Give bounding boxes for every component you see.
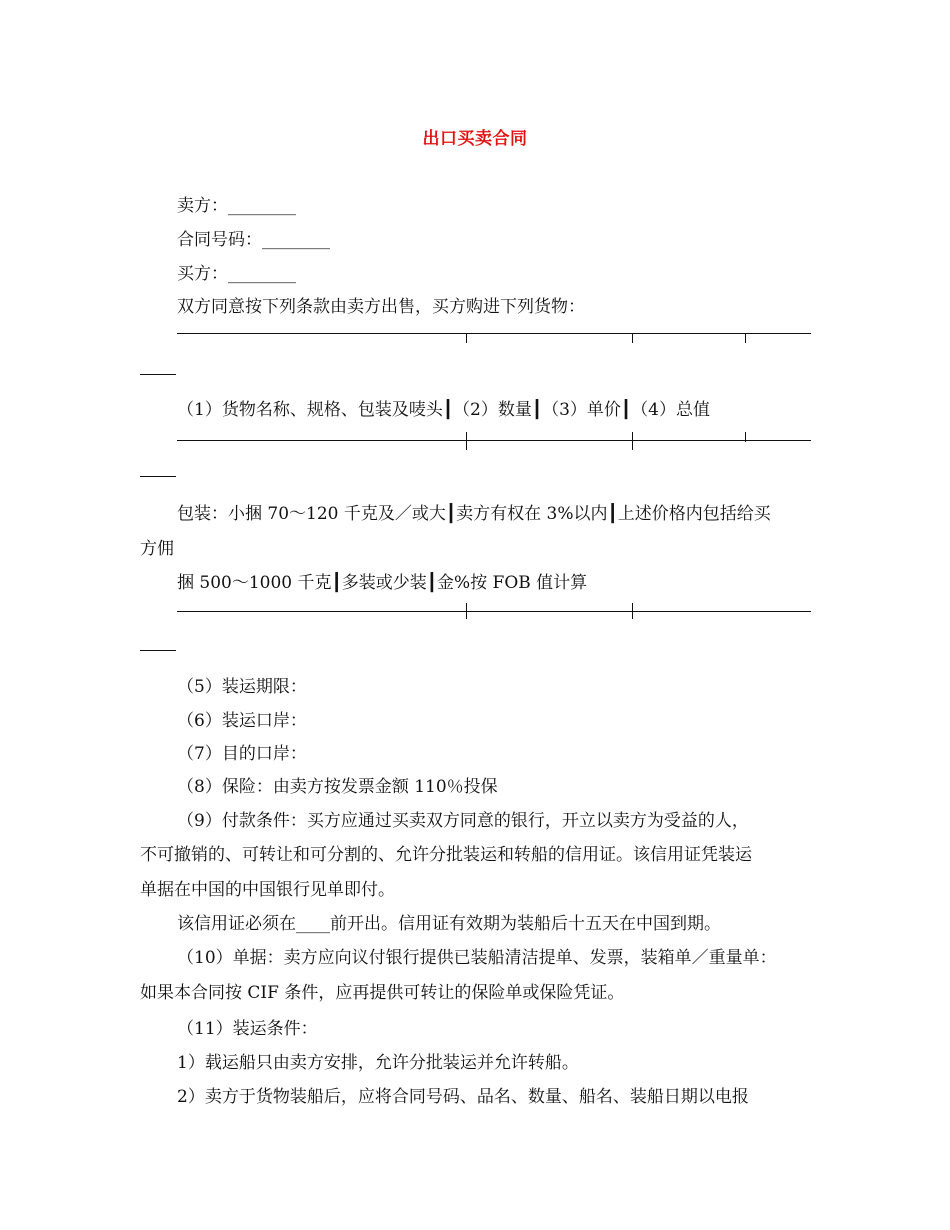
clause-11-item-2: 2）卖方于货物装船后，应将合同号码、品名、数量、船名、装船日期以电报: [177, 1087, 749, 1107]
table-rule-tick: [632, 603, 633, 619]
table-rule-middle: [177, 440, 811, 441]
table-rule-tick: [745, 333, 746, 343]
table-rule-tick: [466, 432, 467, 450]
table-header-row: （1）货物名称、规格、包装及唛头┃（2）数量┃（3）单价┃（4）总值: [177, 400, 710, 420]
contract-number-line: 合同号码：________: [177, 230, 330, 250]
packing-row-1: 包装：小捆 70～120 千克及／或大┃卖方有权在 3%以内┃上述价格内包括给买: [177, 504, 771, 524]
table-rule-tail: [140, 374, 176, 375]
table-rule-bottom: [177, 611, 811, 612]
clause-7: （7）目的口岸：: [177, 744, 307, 764]
clause-9-line-2: 不可撤销的、可转让和可分割的、允许分批装运和转船的信用证。该信用证凭装运: [140, 845, 752, 865]
table-rule-tick: [466, 603, 467, 619]
clause-6: （6）装运口岸：: [177, 711, 307, 731]
clause-8: （8）保险：由卖方按发票金额 110％投保: [177, 777, 498, 797]
seller-line: 卖方：________: [177, 196, 296, 216]
table-rule-tick: [632, 333, 633, 343]
clause-9-line-3: 单据在中国的中国银行见单即付。: [140, 880, 395, 900]
clause-5: （5）装运期限：: [177, 677, 307, 697]
clause-11: （11）装运条件：: [177, 1019, 318, 1039]
packing-row-1-wrap: 方佣: [140, 539, 174, 559]
document-title: 出口买卖合同: [422, 129, 528, 149]
clause-10-line-2: 如果本合同按 CIF 条件，应再提供可转让的保险单或保险凭证。: [140, 983, 625, 1003]
table-rule-tick: [745, 432, 746, 442]
clause-9-line-1: （9）付款条件：买方应通过买卖双方同意的银行，开立以卖方为受益的人，: [177, 811, 749, 831]
intro-paragraph: 双方同意按下列条款由卖方出售，买方购进下列货物：: [177, 297, 585, 317]
clause-10-line-1: （10）单据：卖方应向议付银行提供已装船清洁提单、发票，装箱单／重量单：: [177, 948, 777, 968]
table-rule-tick: [632, 432, 633, 450]
packing-row-2: 捆 500～1000 千克┃多装或少装┃金%按 FOB 值计算: [177, 573, 588, 593]
lc-deadline-line: 该信用证必须在____前开出。信用证有效期为装船后十五天在中国到期。: [177, 914, 721, 934]
table-rule-top: [177, 333, 811, 334]
table-rule-tail: [140, 476, 176, 477]
table-rule-tail: [140, 650, 176, 651]
table-rule-tick: [466, 333, 467, 343]
clause-11-item-1: 1）载运船只由卖方安排，允许分批装运并允许转船。: [177, 1053, 579, 1073]
buyer-line: 买方：________: [177, 264, 296, 284]
